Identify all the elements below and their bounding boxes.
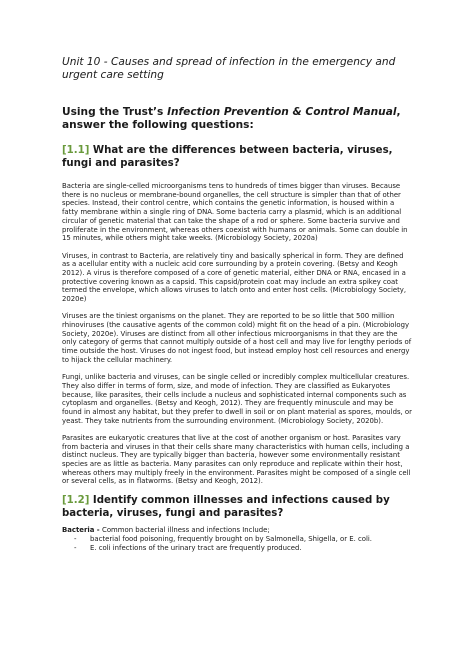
question-text: What are the differences between bacteria, viruses, fungi and parasites? xyxy=(62,145,393,170)
intro-prefix: Using the Trust’s xyxy=(62,106,168,119)
paragraph-bacteria: Bacteria are single-celled microorganisms tens to hundreds of times bigger than viruses. Because there is no nucleus or membrane-bound organelles, the cell structure is simpler than that of other species. Instead, their control centre, which contains the genetic information, is housed within a fatty membrane within a single ring of DNA. Some bacteria carry a plasmid, which is an additional circular of genetic material that can take the shape of a rod or sphere. Some bacteria survive and proliferate in the environment, whereas others coexist with humans or animals. Some can double in 15 minutes, while others might take weeks. (Microbiology Society, 2020a) xyxy=(62,182,408,243)
manual-title: Infection Prevention & Control Manual xyxy=(167,106,397,119)
unit-title: Unit 10 - Causes and spread of infection in the emergency and urgent care setting xyxy=(62,56,396,82)
paragraph-fungi: Fungi, unlike bacteria and viruses, can be single celled or incredibly complex multicellular creatures. They also differ in terms of form, size, and mode of infection. They are classified as Eukaryotes because, like parasites, their cells include a nucleus and sophisticated internal components such as cytoplasm and organelles. (Betsy and Keogh, 2012). They are frequently minuscule and may be found in almost any habitat, but they prefer to dwell in soil or on plant material as spores, moulds, or yeast. They take nutrients from the surrounding environment. (Microbiology Society, 2020b). xyxy=(62,373,412,425)
paragraph-parasites: Parasites are eukaryotic creatures that live at the cost of another organism or host. Parasites vary from bacteria and viruses in that their cells share many characteristics with human cells, including a distinct nucleus. They are typically bigger than bacteria, however some environmentally resistant species are as little as bacteria. Many parasites can only reproduce and replicate within their host, whereas others may multiply freely in the environment. Parasites might be composed of a single cell or several cells, as in flatworms. (Betsy and Keogh, 2012). xyxy=(62,433,411,486)
question-1-1-heading xyxy=(62,145,412,171)
list-item: - E. coli infections of the urinary tract are frequently produced. xyxy=(74,544,412,553)
bacteria-label: Bacteria - xyxy=(62,526,103,535)
intro-heading xyxy=(62,106,412,132)
question-number: [1.2] xyxy=(62,494,90,506)
intro-suffix: , answer the following questions: xyxy=(62,106,401,132)
question-text: Identify common illnesses and infections caused by bacteria, viruses, fungi and parasites? xyxy=(62,494,390,519)
bacteria-intro xyxy=(62,526,412,535)
question-1-2-heading xyxy=(62,495,412,521)
list-item: - bacterial food poisoning, frequently brought on by Salmonella, Shigella, or E. coli. xyxy=(74,535,412,544)
paragraph-viruses: Viruses, in contrast to Bacteria, are relatively tiny and basically spherical in form. They are defined as a acellular entity with a nucleic acid core surrounding by a protein covering. (Betsy and Keogh 2012). A virus is therefore composed of a core of genetic material, either DNA or RNA, encased in a protective covering known as a capsid. This capsid/protein coat may include an extra spikey coat termed the envelope, which allows viruses to latch onto and enter host cells. (Microbiology Society, 2020e) xyxy=(62,251,407,304)
question-number: [1.1] xyxy=(62,145,90,157)
paragraph-viruses-size: Viruses are the tiniest organisms on the planet. They are reported to be so little that 500 million rhinoviruses (the causative agents of the common cold) might fit on the head of a pin. (Microbiology Society, 2020e). Viruses are distinct from all other infectious microorganisms in that they are the only category of germs that cannot multiply outside of a host cell and may live for lengthy periods of time outside the host. Viruses do not ingest food, but instead employ host cell resources and energy to hijack the cellular machinery. xyxy=(62,312,412,364)
bacteria-list xyxy=(62,535,412,552)
bacteria-intro-text: Common bacterial illness and infections Include; xyxy=(102,526,270,535)
